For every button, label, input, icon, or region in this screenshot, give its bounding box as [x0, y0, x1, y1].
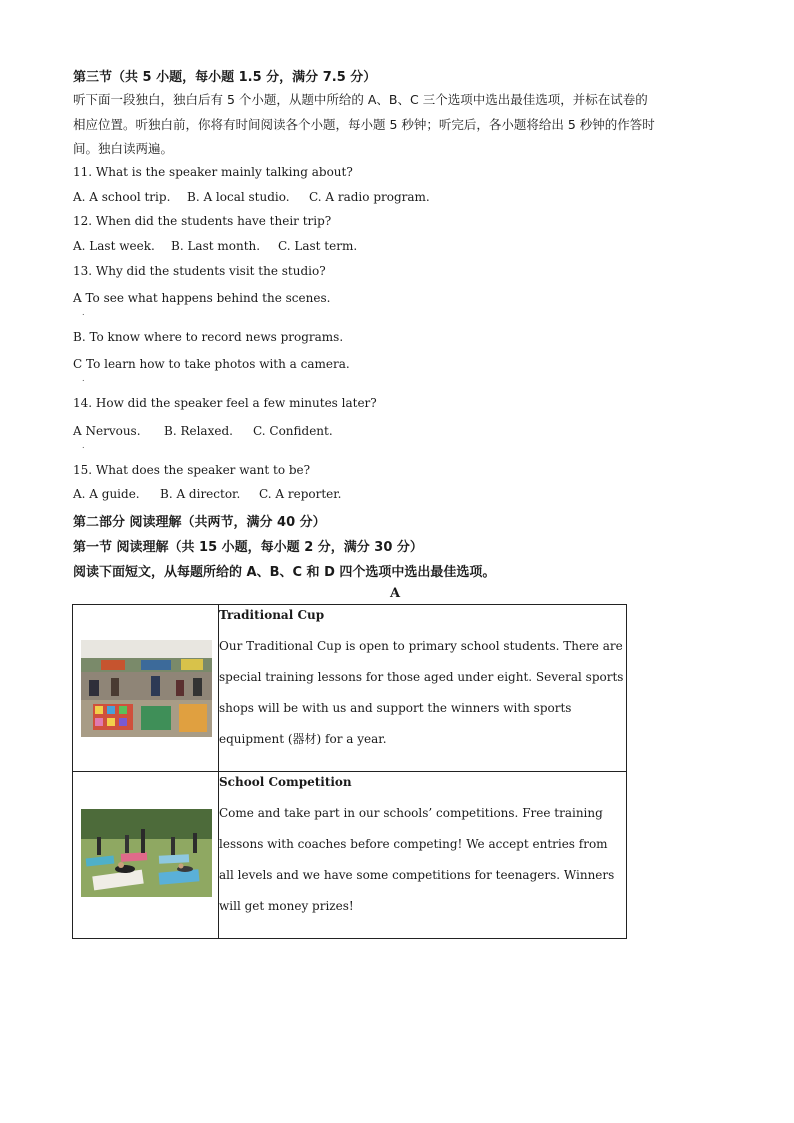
option-b: B. Relaxed.: [164, 424, 233, 438]
option-a: A Nervous.: [73, 424, 141, 438]
text-cell: [219, 772, 627, 939]
section3-instruction-line3: 间。独白读两遍。: [73, 141, 174, 156]
question-12-options: [73, 239, 357, 253]
sports-shop-photo: [81, 640, 212, 737]
table-row: [73, 772, 627, 939]
table-row: [73, 605, 627, 772]
option-a: A. Last week.: [73, 239, 155, 253]
image-cell: [73, 605, 219, 772]
event-description: Come and take part in our schools’ competitions. Free training lessons with coaches before competing! We accept entries from all levels and we have some competitions for teenagers. Winners will get money prizes!: [219, 806, 615, 913]
section3-instruction-line2: 相应位置。听独白前，你将有时间阅读各个小题，每小题 5 秒钟；听完后，各小题将给出 5 秒钟的作答时: [73, 117, 655, 132]
option-a: A. A guide.: [73, 487, 140, 501]
section3-heading: 第三节（共 5 小题，每小题 1.5 分，满分 7.5 分）: [73, 70, 377, 85]
option-c: C. Confident.: [253, 424, 333, 438]
question-14: 14. How did the speaker feel a few minutes later?: [73, 396, 377, 410]
option-b: B. Last month.: [171, 239, 261, 253]
question-13-option-a: A To see what happens behind the scenes.: [73, 291, 331, 305]
section3-instruction-line1: 听下面一段独白，独白后有 5 个小题，从题中所给的 A、B、C 三个选项中选出最佳选项，并标在试卷的: [73, 92, 648, 107]
question-15-options: [73, 487, 342, 501]
event-title: Traditional Cup: [219, 608, 325, 622]
question-11-options: [73, 190, 430, 204]
yoga-photo: [81, 809, 212, 897]
option-c: C. A reporter.: [259, 487, 342, 501]
event-description: Our Traditional Cup is open to primary school students. There are special training lessons for those aged under eight. Several sports shops will be with us and support the winners with sports equipment (器材) for a year.: [219, 639, 624, 746]
image-cell: [73, 772, 219, 939]
part2-heading: 第二部分 阅读理解（共两节，满分 40 分）: [73, 515, 326, 530]
option-b: B. A director.: [160, 487, 241, 501]
question-13: 13. Why did the students visit the studio?: [73, 264, 326, 278]
part2-instruction: 阅读下面短文，从每题所给的 A、B、C 和 D 四个选项中选出最佳选项。: [73, 565, 496, 580]
option-c: C. A radio program.: [309, 190, 430, 204]
dot-mark: .: [82, 308, 85, 317]
question-13-option-c: C To learn how to take photos with a camera.: [73, 357, 350, 371]
option-a: A. A school trip.: [73, 190, 171, 204]
question-14-options: [73, 424, 333, 438]
dot-mark: .: [82, 441, 85, 450]
option-c: C. Last term.: [278, 239, 358, 253]
question-12: 12. When did the students have their trip?: [73, 214, 332, 228]
question-13-option-b: B. To know where to record news programs.: [73, 330, 344, 344]
question-15: 15. What does the speaker want to be?: [73, 463, 311, 477]
part2-section1-heading: 第一节 阅读理解（共 15 小题，每小题 2 分，满分 30 分）: [73, 540, 423, 555]
passage-table: [72, 604, 627, 939]
dot-mark: .: [82, 374, 85, 383]
option-b: B. A local studio.: [187, 190, 290, 204]
passage-label: A: [390, 586, 401, 601]
event-title: School Competition: [219, 775, 352, 789]
text-cell: [219, 605, 627, 772]
question-11: 11. What is the speaker mainly talking about?: [73, 165, 353, 179]
